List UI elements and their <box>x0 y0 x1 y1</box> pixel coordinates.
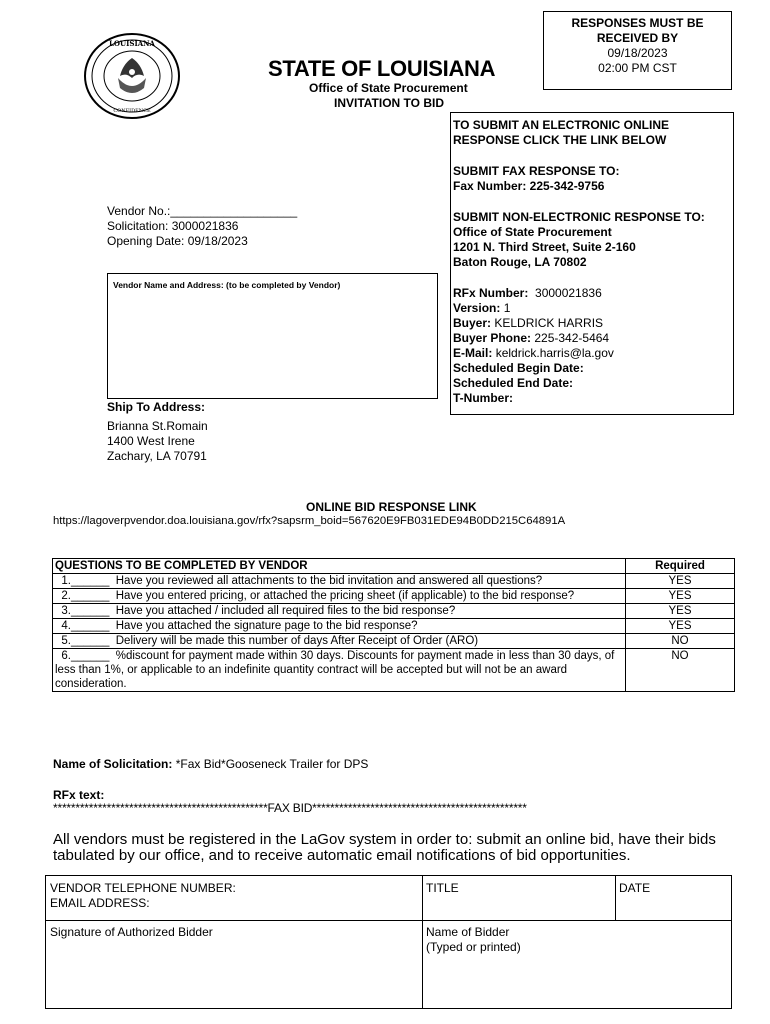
vendor-info <box>107 204 297 249</box>
vendor-no[interactable]: Vendor No.:___________________ <box>107 204 298 218</box>
rfx-number: RFx Number: 3000021836 <box>453 286 602 300</box>
ship-to-label: Ship To Address: <box>107 400 206 414</box>
bidder-name-label[interactable]: Name of Bidder <box>426 925 510 939</box>
buyer-email: E-Mail: keldrick.harris@la.gov <box>453 346 614 360</box>
opening-date: Opening Date: 09/18/2023 <box>107 234 248 248</box>
table-row <box>53 604 735 619</box>
table-row <box>53 619 735 634</box>
question-text[interactable]: 5.______ Delivery will be made this number of days After Receipt of Order (ARO) <box>53 634 626 649</box>
table-row <box>53 634 735 649</box>
buyer: Buyer: KELDRICK HARRIS <box>453 316 604 330</box>
table-row <box>53 589 735 604</box>
online-link-label: ONLINE BID RESPONSE LINK <box>306 500 477 514</box>
electronic-line1: TO SUBMIT AN ELECTRONIC ONLINE <box>453 118 669 132</box>
table-row <box>53 574 735 589</box>
vendor-phone-label[interactable]: VENDOR TELEPHONE NUMBER: <box>50 881 236 895</box>
vendor-email-label[interactable]: EMAIL ADDRESS: <box>50 896 150 910</box>
page-title: STATE OF LOUISIANA <box>268 56 496 81</box>
end-date-label: Scheduled End Date: <box>453 376 574 390</box>
question-required: NO <box>626 649 735 692</box>
buyer-phone: Buyer Phone: 225-342-5464 <box>453 331 610 345</box>
nonelectronic-title: SUBMIT NON-ELECTRONIC RESPONSE TO: <box>453 210 705 224</box>
fax-title: SUBMIT FAX RESPONSE TO: <box>453 164 620 178</box>
electronic-line2: RESPONSE CLICK THE LINK BELOW <box>453 133 667 147</box>
solicitation-name-value: *Fax Bid*Gooseneck Trailer for DPS <box>175 757 369 771</box>
question-text[interactable]: 6.______ %discount for payment made within 30 days. Discounts for payment made in less than 30 days, of less than 1%, or applicable to an indefinite quantity contract will be accepted but will not be an award consideration. <box>53 649 626 692</box>
title-label[interactable]: TITLE <box>426 881 459 895</box>
begin-date-label: Scheduled Begin Date: <box>453 361 584 375</box>
signature-block <box>45 875 732 1009</box>
fax-number: Fax Number: 225-342-9756 <box>453 179 605 193</box>
registration-notice: All vendors must be registered in the LaGov system in order to: submit an online bid, have their bids tabulated by our office, and to receive automatic email notifications of bid opportunities. <box>53 831 716 864</box>
rfx-text-value: ************************************************FAX BID************************************************ <box>53 801 527 815</box>
solicitation-number: Solicitation: 3000021836 <box>107 219 239 233</box>
question-text[interactable]: 3.______ Have you attached / included all required files to the bid response? <box>53 604 626 619</box>
invitation-label: INVITATION TO BID <box>334 96 444 110</box>
state-seal <box>82 32 182 120</box>
svg-text:CONFIDENCE: CONFIDENCE <box>113 108 151 114</box>
deadline-box <box>543 11 732 90</box>
question-required: YES <box>626 574 735 589</box>
deadline-line1: RESPONSES MUST BE <box>571 16 704 30</box>
bidder-name-sublabel: (Typed or printed) <box>426 940 521 954</box>
signature-label[interactable]: Signature of Authorized Bidder <box>50 925 213 939</box>
ship-to-address <box>107 400 208 464</box>
address-line2: 1201 N. Third Street, Suite 2-160 <box>453 240 636 254</box>
table-row <box>53 649 735 692</box>
question-text[interactable]: 2.______ Have you entered pricing, or attached the pricing sheet (if applicable) to the bid response? <box>53 589 626 604</box>
question-text[interactable]: 1.______ Have you reviewed all attachments to the bid invitation and answered all questions? <box>53 574 626 589</box>
deadline-date: 09/18/2023 <box>607 46 668 60</box>
vendor-questions-table <box>52 558 735 692</box>
deadline-line2: RECEIVED BY <box>596 31 679 45</box>
vendor-name-address-box[interactable] <box>107 273 438 399</box>
rfx-text-label: RFx text: <box>53 788 105 802</box>
question-required: YES <box>626 589 735 604</box>
solicitation-name <box>53 757 368 771</box>
question-text[interactable]: 4.______ Have you attached the signature page to the bid response? <box>53 619 626 634</box>
submit-info-box <box>450 112 734 415</box>
office-name: Office of State Procurement <box>309 81 468 95</box>
vendor-name-address-label: Vendor Name and Address: (to be completed by Vendor) <box>113 280 341 290</box>
address-line1: Office of State Procurement <box>453 225 612 239</box>
ship-to-line1: Brianna St.Romain <box>107 419 208 433</box>
question-required: YES <box>626 604 735 619</box>
address-line3: Baton Rouge, LA 70802 <box>453 255 587 269</box>
solicitation-name-label: Name of Solicitation: <box>53 757 173 771</box>
svg-text:LOUISIANA: LOUISIANA <box>109 39 155 48</box>
version: Version: 1 <box>453 301 511 315</box>
deadline-time: 02:00 PM CST <box>598 61 677 75</box>
ship-to-line2: 1400 West Irene <box>107 434 195 448</box>
questions-header: QUESTIONS TO BE COMPLETED BY VENDOR <box>53 559 626 574</box>
question-required: YES <box>626 619 735 634</box>
question-required: NO <box>626 634 735 649</box>
required-header: Required <box>626 559 735 574</box>
t-number-label: T-Number: <box>453 391 513 405</box>
online-bid-link[interactable]: https://lagoverpvendor.doa.louisiana.gov/rfx?sapsrm_boid=567620E9FB031EDE94B0DD215C64891A <box>53 515 566 527</box>
date-label[interactable]: DATE <box>619 881 651 895</box>
ship-to-line3: Zachary, LA 70791 <box>107 449 207 463</box>
